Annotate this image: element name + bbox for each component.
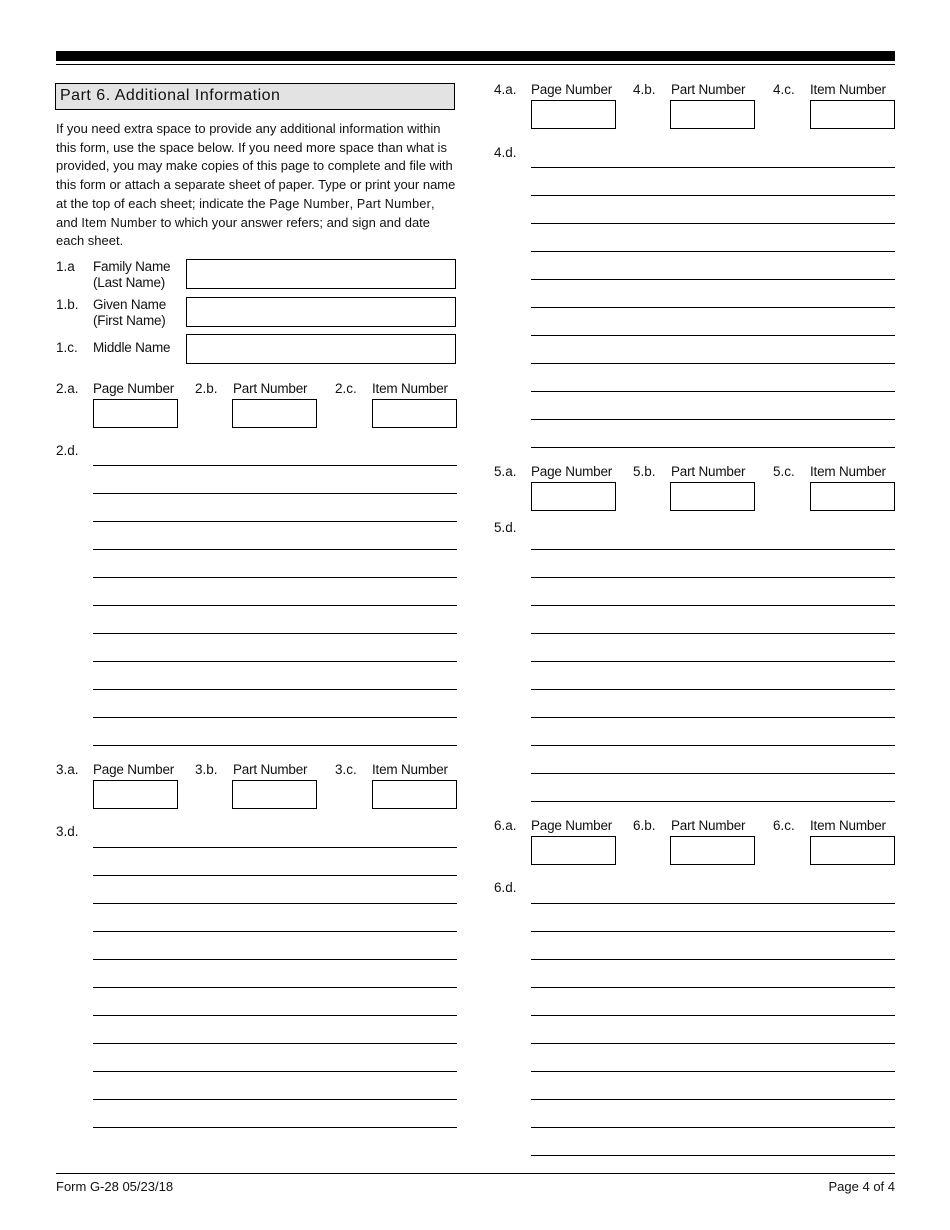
instructions-sep1: , xyxy=(349,195,357,211)
family-name-number: 1.a xyxy=(56,259,75,274)
item-3d-number: 3.d. xyxy=(56,824,79,839)
answer-line-3d[interactable] xyxy=(93,1099,457,1100)
item-6d-number: 6.d. xyxy=(494,880,517,895)
term-item-number: Item Number xyxy=(81,215,157,230)
footer-page-number: Page 4 of 4 xyxy=(828,1179,895,1194)
item-5b-number: 5.b. xyxy=(633,464,656,479)
part-number-field-5[interactable] xyxy=(670,482,755,511)
part-number-field-6[interactable] xyxy=(670,836,755,865)
item-number-field-5[interactable] xyxy=(810,482,895,511)
header-rule-thin xyxy=(56,64,895,65)
middle-name-label: Middle Name xyxy=(93,340,171,355)
middle-name-number: 1.c. xyxy=(56,340,78,355)
answer-line-2d[interactable] xyxy=(93,493,457,494)
item-2b-label: Part Number xyxy=(233,381,308,396)
family-name-field[interactable] xyxy=(186,259,456,289)
item-5c-label: Item Number xyxy=(810,464,886,479)
answer-line-4d[interactable] xyxy=(531,167,895,168)
answer-line-2d[interactable] xyxy=(93,577,457,578)
answer-line-4d[interactable] xyxy=(531,223,895,224)
item-4d-number: 4.d. xyxy=(494,145,517,160)
item-4a-number: 4.a. xyxy=(494,82,517,97)
item-3a-label: Page Number xyxy=(93,762,175,777)
item-6b-label: Part Number xyxy=(671,818,746,833)
given-name-label xyxy=(93,297,166,329)
middle-name-field[interactable] xyxy=(186,334,456,364)
given-name-label-line1: Given Name xyxy=(93,297,167,312)
page-number-field-6[interactable] xyxy=(531,836,616,865)
answer-line-4d[interactable] xyxy=(531,307,895,308)
item-2c-label: Item Number xyxy=(372,381,448,396)
answer-line-5d[interactable] xyxy=(531,577,895,578)
answer-line-6d[interactable] xyxy=(531,1099,895,1100)
term-page-number: Page Number xyxy=(269,196,350,211)
item-4a-label: Page Number xyxy=(531,82,613,97)
item-2b-number: 2.b. xyxy=(195,381,218,396)
answer-line-3d[interactable] xyxy=(93,1015,457,1016)
page-number-field-4[interactable] xyxy=(531,100,616,129)
part-number-field-4[interactable] xyxy=(670,100,755,129)
instructions-seg2: to which your answer refers; and sign and date each sheet. xyxy=(56,214,431,249)
answer-line-6d[interactable] xyxy=(531,1071,895,1072)
footer-form-id: Form G-28 05/23/18 xyxy=(56,1179,174,1194)
instructions-text xyxy=(56,120,456,251)
answer-line-5d[interactable] xyxy=(531,801,895,802)
item-number-field-2[interactable] xyxy=(372,399,457,428)
answer-line-5d[interactable] xyxy=(531,717,895,718)
instructions-seg1: If you need extra space to provide any additional information within this form, use the space below. If you need more space than what is provided, you may make copies of this page to complete and file with this form or attach a separate sheet of paper. Type or print your name at the top of each sheet; indicate the xyxy=(56,121,456,211)
item-6a-label: Page Number xyxy=(531,818,613,833)
answer-line-4d[interactable] xyxy=(531,419,895,420)
answer-line-4d[interactable] xyxy=(531,335,895,336)
answer-line-2d[interactable] xyxy=(93,661,457,662)
answer-line-2d[interactable] xyxy=(93,521,457,522)
answer-line-5d[interactable] xyxy=(531,633,895,634)
item-5a-number: 5.a. xyxy=(494,464,517,479)
answer-line-3d[interactable] xyxy=(93,1071,457,1072)
answer-line-5d[interactable] xyxy=(531,549,895,550)
page-number-field-2[interactable] xyxy=(93,399,178,428)
answer-line-6d[interactable] xyxy=(531,1155,895,1156)
instructions-sep2: , and xyxy=(56,195,435,230)
answer-line-2d[interactable] xyxy=(93,633,457,634)
item-4c-number: 4.c. xyxy=(773,82,795,97)
page-number-field-5[interactable] xyxy=(531,482,616,511)
family-name-label-line1: Family Name xyxy=(93,259,171,274)
answer-line-5d[interactable] xyxy=(531,773,895,774)
header-rule-thick xyxy=(56,51,895,61)
answer-line-2d[interactable] xyxy=(93,549,457,550)
answer-line-4d[interactable] xyxy=(531,195,895,196)
answer-line-4d[interactable] xyxy=(531,251,895,252)
footer-rule xyxy=(56,1173,895,1174)
item-6c-label: Item Number xyxy=(810,818,886,833)
item-2a-label: Page Number xyxy=(93,381,175,396)
answer-line-3d[interactable] xyxy=(93,1127,457,1128)
part-number-field-2[interactable] xyxy=(232,399,317,428)
answer-line-4d[interactable] xyxy=(531,363,895,364)
answer-line-6d[interactable] xyxy=(531,931,895,932)
item-5b-label: Part Number xyxy=(671,464,746,479)
item-3c-label: Item Number xyxy=(372,762,448,777)
answer-line-4d[interactable] xyxy=(531,279,895,280)
family-name-label-line2: (Last Name) xyxy=(93,275,166,290)
answer-line-4d[interactable] xyxy=(531,447,895,448)
item-3b-number: 3.b. xyxy=(195,762,218,777)
item-5d-number: 5.d. xyxy=(494,520,517,535)
given-name-number: 1.b. xyxy=(56,297,79,312)
given-name-label-line2: (First Name) xyxy=(93,313,166,328)
answer-line-6d[interactable] xyxy=(531,987,895,988)
given-name-field[interactable] xyxy=(186,297,456,327)
answer-line-4d[interactable] xyxy=(531,391,895,392)
answer-line-3d[interactable] xyxy=(93,987,457,988)
item-6a-number: 6.a. xyxy=(494,818,517,833)
answer-line-2d[interactable] xyxy=(93,745,457,746)
item-3c-number: 3.c. xyxy=(335,762,357,777)
item-3b-label: Part Number xyxy=(233,762,308,777)
item-4b-label: Part Number xyxy=(671,82,746,97)
answer-line-3d[interactable] xyxy=(93,875,457,876)
answer-line-2d[interactable] xyxy=(93,689,457,690)
item-4b-number: 4.b. xyxy=(633,82,656,97)
answer-line-5d[interactable] xyxy=(531,605,895,606)
part-title: Part 6. Additional Information xyxy=(60,87,281,104)
answer-line-3d[interactable] xyxy=(93,847,457,848)
answer-line-6d[interactable] xyxy=(531,1043,895,1044)
answer-line-5d[interactable] xyxy=(531,689,895,690)
answer-line-6d[interactable] xyxy=(531,903,895,904)
item-6c-number: 6.c. xyxy=(773,818,795,833)
item-3a-number: 3.a. xyxy=(56,762,79,777)
item-number-field-4[interactable] xyxy=(810,100,895,129)
answer-line-6d[interactable] xyxy=(531,1015,895,1016)
answer-line-6d[interactable] xyxy=(531,1127,895,1128)
item-4c-label: Item Number xyxy=(810,82,886,97)
page-number-field-3[interactable] xyxy=(93,780,178,809)
item-number-field-3[interactable] xyxy=(372,780,457,809)
item-6b-number: 6.b. xyxy=(633,818,656,833)
item-2c-number: 2.c. xyxy=(335,381,357,396)
answer-line-5d[interactable] xyxy=(531,745,895,746)
answer-line-5d[interactable] xyxy=(531,661,895,662)
part-number-field-3[interactable] xyxy=(232,780,317,809)
answer-line-3d[interactable] xyxy=(93,959,457,960)
answer-line-3d[interactable] xyxy=(93,1043,457,1044)
answer-line-2d[interactable] xyxy=(93,717,457,718)
item-number-field-6[interactable] xyxy=(810,836,895,865)
term-part-number: Part Number xyxy=(356,196,432,211)
item-2d-number: 2.d. xyxy=(56,443,79,458)
answer-line-2d[interactable] xyxy=(93,465,457,466)
family-name-label xyxy=(93,259,170,291)
answer-line-6d[interactable] xyxy=(531,959,895,960)
item-5c-number: 5.c. xyxy=(773,464,795,479)
item-5a-label: Page Number xyxy=(531,464,613,479)
answer-line-2d[interactable] xyxy=(93,605,457,606)
answer-line-3d[interactable] xyxy=(93,931,457,932)
item-2a-number: 2.a. xyxy=(56,381,79,396)
answer-line-3d[interactable] xyxy=(93,903,457,904)
